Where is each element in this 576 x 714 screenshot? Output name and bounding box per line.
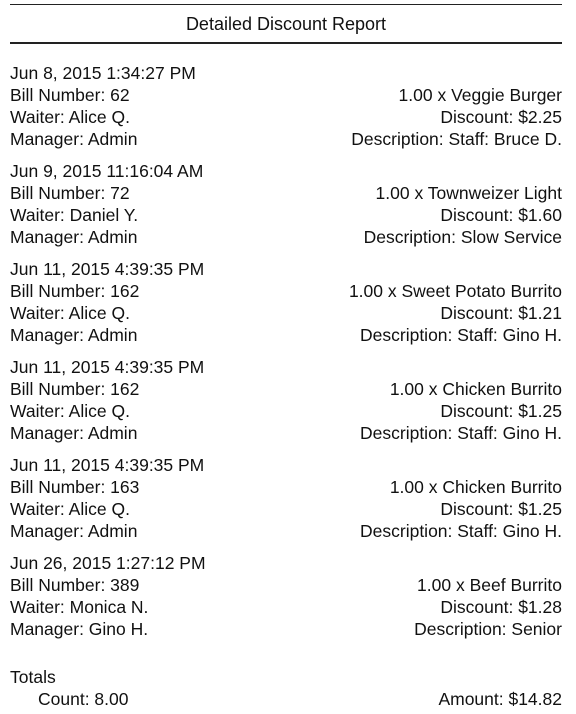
entry-item: 1.00 x Townweizer Light bbox=[375, 183, 562, 203]
entry-item: 1.00 x Beef Burrito bbox=[417, 575, 562, 595]
entry-discount: Discount: $1.25 bbox=[440, 499, 562, 519]
discount-entry bbox=[10, 160, 562, 248]
entry-waiter: Waiter: Alice Q. bbox=[10, 303, 130, 323]
entry-bill-number: Bill Number: 162 bbox=[10, 379, 140, 399]
report-title: Detailed Discount Report bbox=[185, 14, 387, 34]
entry-waiter: Waiter: Alice Q. bbox=[10, 401, 130, 421]
entry-item: 1.00 x Veggie Burger bbox=[398, 85, 562, 105]
totals-amount: Amount: $14.82 bbox=[438, 689, 562, 709]
entry-description: Description: Staff: Bruce D. bbox=[351, 129, 562, 149]
entry-bill-number: Bill Number: 163 bbox=[10, 477, 140, 497]
entry-item: 1.00 x Chicken Burrito bbox=[389, 379, 562, 399]
entry-manager: Manager: Admin bbox=[10, 227, 138, 247]
discount-entries bbox=[10, 62, 562, 650]
entry-bill-number: Bill Number: 72 bbox=[10, 183, 130, 203]
entry-bill-number: Bill Number: 62 bbox=[10, 85, 130, 105]
entry-description: Description: Staff: Gino H. bbox=[360, 423, 562, 443]
entry-datetime: Jun 11, 2015 4:39:35 PM bbox=[10, 455, 205, 475]
entry-description: Description: Staff: Gino H. bbox=[360, 325, 562, 345]
discount-entry bbox=[10, 454, 562, 542]
totals-label: Totals bbox=[10, 667, 56, 687]
entry-description: Description: Slow Service bbox=[363, 227, 562, 247]
entry-discount: Discount: $2.25 bbox=[440, 107, 562, 127]
entry-datetime: Jun 8, 2015 1:34:27 PM bbox=[10, 63, 196, 83]
entry-description: Description: Senior bbox=[414, 619, 562, 639]
entry-discount: Discount: $1.21 bbox=[440, 303, 562, 323]
entry-waiter: Waiter: Alice Q. bbox=[10, 107, 130, 127]
totals-count: Count: 8.00 bbox=[38, 689, 129, 709]
entry-discount: Discount: $1.25 bbox=[440, 401, 562, 421]
entry-item: 1.00 x Sweet Potato Burrito bbox=[348, 281, 562, 301]
discount-entry bbox=[10, 552, 562, 640]
entry-discount: Discount: $1.28 bbox=[440, 597, 562, 617]
entry-manager: Manager: Gino H. bbox=[10, 619, 149, 639]
entry-datetime: Jun 26, 2015 1:27:12 PM bbox=[10, 553, 206, 573]
entry-discount: Discount: $1.60 bbox=[440, 205, 562, 225]
entry-manager: Manager: Admin bbox=[10, 423, 138, 443]
discount-entry bbox=[10, 258, 562, 346]
entry-manager: Manager: Admin bbox=[10, 129, 138, 149]
entry-datetime: Jun 11, 2015 4:39:35 PM bbox=[10, 259, 205, 279]
entry-item: 1.00 x Chicken Burrito bbox=[389, 477, 562, 497]
entry-manager: Manager: Admin bbox=[10, 325, 138, 345]
entry-bill-number: Bill Number: 162 bbox=[10, 281, 140, 301]
discount-entry bbox=[10, 356, 562, 444]
entry-datetime: Jun 9, 2015 11:16:04 AM bbox=[10, 161, 204, 181]
top-divider bbox=[10, 4, 562, 5]
entry-waiter: Waiter: Alice Q. bbox=[10, 499, 130, 519]
entry-manager: Manager: Admin bbox=[10, 521, 138, 541]
discount-entry bbox=[10, 62, 562, 150]
totals-section bbox=[10, 666, 562, 710]
entry-waiter: Waiter: Monica N. bbox=[10, 597, 149, 617]
entry-description: Description: Staff: Gino H. bbox=[360, 521, 562, 541]
title-divider bbox=[10, 42, 562, 44]
entry-datetime: Jun 11, 2015 4:39:35 PM bbox=[10, 357, 205, 377]
entry-bill-number: Bill Number: 389 bbox=[10, 575, 140, 595]
entry-waiter: Waiter: Daniel Y. bbox=[10, 205, 139, 225]
